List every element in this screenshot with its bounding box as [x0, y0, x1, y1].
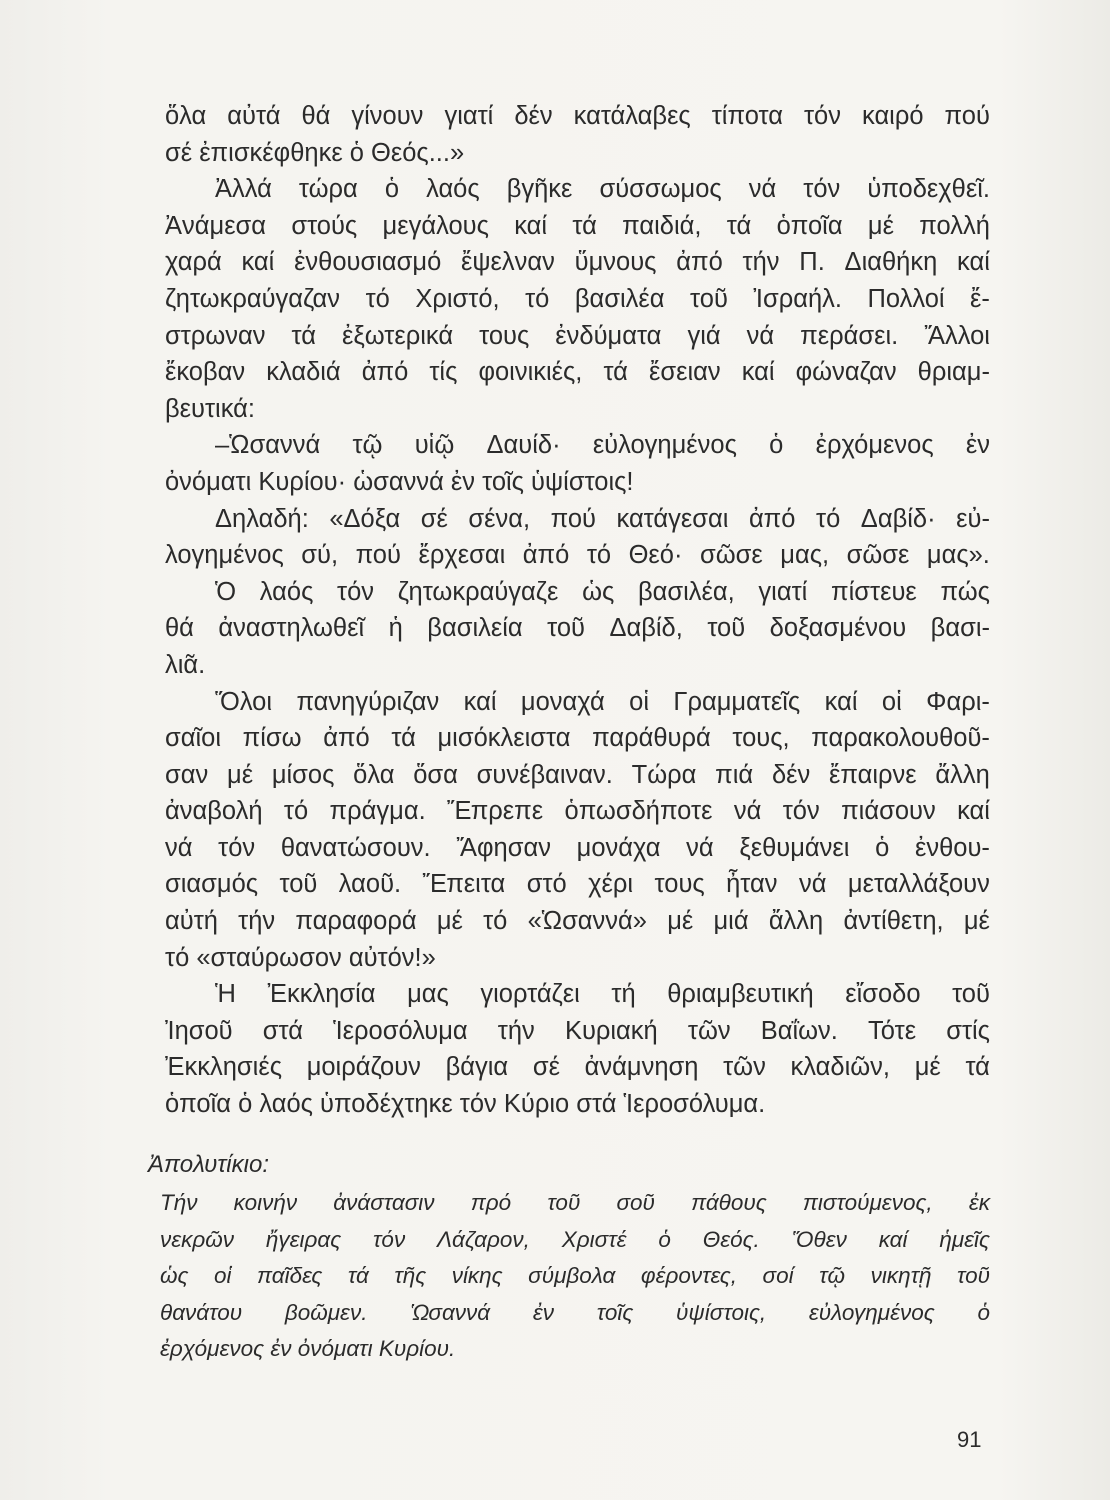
- word: κλαδιῶν,: [790, 1053, 890, 1082]
- word: Ἔπειτα: [422, 870, 506, 899]
- word: Τήν: [160, 1190, 198, 1215]
- word: σοῦ: [616, 1190, 655, 1215]
- word: πώς: [940, 577, 990, 606]
- word: καί: [463, 687, 497, 716]
- word: Τότε: [868, 1016, 917, 1045]
- word: καί: [878, 1226, 908, 1252]
- word: δοξασμένου: [769, 614, 907, 643]
- word: τό: [525, 284, 550, 313]
- word: κατάλαβες: [573, 102, 691, 130]
- word: τόν: [337, 577, 375, 606]
- word: Ὅλοι: [215, 687, 273, 716]
- word: οἱ: [213, 1263, 232, 1289]
- word: Λάζαρον,: [437, 1226, 530, 1252]
- word: ζητωκραύγαζε: [397, 577, 559, 606]
- word: τό: [365, 284, 390, 313]
- text-line: [165, 793, 990, 830]
- word: δέν: [771, 760, 811, 789]
- paragraph: [165, 976, 990, 1122]
- word: Χριστό,: [415, 284, 500, 313]
- word: σαν: [165, 760, 209, 789]
- word: ἐν: [965, 431, 990, 460]
- word: ἔπαιρνε: [829, 760, 917, 789]
- text-line: ὀνόματι Κυρίου· ὡσαννά ἐν τοῖς ὑψίστοις!: [165, 467, 634, 496]
- word: βγῆκε: [506, 175, 573, 204]
- word: τοῦ: [690, 284, 728, 313]
- word: ὁποῖα: [776, 211, 843, 240]
- word: Διαθήκη: [844, 248, 938, 277]
- word: ὁ: [769, 431, 784, 460]
- hymn-line: ἐρχόμενος ἐν ὀνόματι Κυρίου.: [160, 1336, 456, 1362]
- word: γίνουν: [351, 102, 424, 130]
- word: εὐλογημένος: [592, 431, 737, 460]
- word: σαῖοι: [165, 724, 221, 753]
- hymn-line: [160, 1185, 990, 1222]
- word: μας,: [780, 541, 830, 570]
- word: πίσω: [242, 724, 302, 753]
- word: θανάτου: [160, 1299, 243, 1325]
- text-line: [165, 427, 990, 464]
- word: καί: [824, 687, 858, 716]
- word: βοῶμεν.: [284, 1299, 368, 1325]
- word: σέ: [532, 1053, 560, 1082]
- word: ἔσειαν: [649, 358, 721, 387]
- word: Δηλαδή:: [215, 504, 309, 533]
- word: ἀντίθετη,: [843, 907, 944, 936]
- paragraph: [165, 684, 990, 977]
- word: τίς: [429, 358, 458, 387]
- text-line: [165, 354, 990, 391]
- word: πιστούμενος,: [802, 1190, 933, 1215]
- text-line: [165, 610, 990, 647]
- word: θανατώσουν.: [280, 833, 431, 862]
- word: μίσος: [271, 760, 335, 789]
- word: ἄλλη: [935, 760, 990, 789]
- word: νεκρῶν: [160, 1226, 235, 1252]
- word: καί: [741, 358, 775, 387]
- word: γιατί: [444, 102, 494, 130]
- word: ἐρχόμενος: [815, 431, 934, 460]
- text-line: [165, 98, 990, 135]
- word: εὐλογημένος: [808, 1299, 935, 1325]
- word: σένα,: [468, 504, 531, 533]
- word: τοῦ: [952, 980, 990, 1009]
- word: τῆς: [394, 1263, 427, 1289]
- word: τους: [479, 321, 530, 350]
- hymn-line: [160, 1295, 990, 1332]
- word: πανηγύριζαν: [296, 687, 440, 716]
- word: τό: [586, 541, 612, 570]
- word: παιδιά,: [622, 211, 702, 240]
- word: τόν: [373, 1226, 406, 1252]
- word: Χριστέ: [561, 1226, 627, 1252]
- word: νά: [165, 833, 193, 862]
- word: ὑψίστοις,: [676, 1299, 767, 1325]
- text-line: [165, 318, 990, 355]
- word: σύμβολα: [528, 1263, 616, 1289]
- word: καί: [957, 248, 990, 277]
- word: σῶσε: [700, 541, 763, 570]
- word: αὐτά: [227, 102, 281, 130]
- word: ὁπωσδήποτε: [564, 797, 713, 826]
- hymn-line: [160, 1222, 990, 1259]
- text-line: [165, 1013, 990, 1050]
- word: παραφορά: [295, 907, 417, 936]
- word: σῶσε: [846, 541, 910, 570]
- word: Ἔπρεπε: [447, 797, 544, 826]
- word: λαός: [426, 175, 480, 204]
- word: στίς: [946, 1016, 990, 1045]
- word: γιατί: [758, 577, 808, 606]
- word: νά: [748, 175, 777, 204]
- word: ἤγειρας: [265, 1226, 342, 1252]
- word: ἄλλη: [768, 907, 824, 936]
- word: τοῦ: [279, 870, 318, 899]
- word: Ἀνάμεσα: [165, 211, 267, 240]
- word: αὐτή: [165, 907, 218, 936]
- word: ὑποδεχθεῖ.: [867, 175, 990, 204]
- word: ἐνδύματα: [555, 321, 662, 350]
- word: τῶν: [723, 1053, 766, 1082]
- word: μιά: [713, 907, 749, 936]
- word: τά: [291, 321, 316, 350]
- word: ἦταν: [726, 870, 778, 899]
- word: παῖδες: [257, 1263, 323, 1289]
- word: Ἱεροσόλυμα: [333, 1016, 468, 1045]
- word: μας: [407, 980, 449, 1009]
- word: –Ὡσαννά: [215, 431, 321, 460]
- word: στό: [526, 870, 567, 899]
- word: Πολλοί: [867, 284, 945, 313]
- text-line: λιᾶ.: [165, 650, 206, 679]
- word: βασιλεία: [427, 614, 523, 643]
- word: ὁ: [977, 1299, 990, 1325]
- word: κατάγεσαι: [616, 504, 729, 533]
- word: ὕμνους: [574, 248, 657, 277]
- word: Θεό·: [628, 541, 683, 570]
- word: τοῦ: [707, 614, 746, 643]
- text-line: [165, 537, 990, 574]
- word: τώρα: [298, 175, 358, 204]
- word: Ἡ: [215, 980, 236, 1009]
- word: σύσσωμος: [599, 175, 722, 204]
- word: τά: [965, 1053, 990, 1082]
- word: ἐνθουσιασμό: [294, 248, 442, 277]
- word: ἀναστηλωθεῖ: [218, 614, 365, 643]
- word: ἀπό: [323, 724, 370, 753]
- hymn-line: [160, 1258, 990, 1295]
- word: ἔ-: [970, 284, 990, 313]
- word: πού: [550, 504, 596, 533]
- word: τά: [391, 724, 416, 753]
- word: Δαβίδ·: [860, 504, 936, 533]
- word: πολλή: [919, 211, 990, 240]
- text-line: [165, 720, 990, 757]
- apolytikion-text: [148, 1185, 990, 1368]
- word: νά: [798, 870, 827, 899]
- word: ὅλα: [353, 760, 395, 789]
- word: ἀπό: [748, 504, 796, 533]
- word: πιάσουν: [841, 797, 936, 826]
- word: Φαρι-: [926, 687, 990, 716]
- word: ἀπό: [522, 541, 570, 570]
- word: λαοῦ.: [338, 870, 402, 899]
- word: ἔψελναν: [461, 248, 555, 277]
- word: τή: [611, 980, 636, 1009]
- text-line: τό «σταύρωσον αὐτόν!»: [165, 943, 436, 972]
- word: τά: [347, 1263, 369, 1289]
- word: οἱ: [629, 687, 649, 716]
- word: τό: [283, 797, 309, 826]
- word: τό: [816, 504, 841, 533]
- word: ἐνθου-: [914, 833, 990, 862]
- word: μέ: [227, 760, 254, 789]
- word: τῷ: [819, 1263, 846, 1289]
- word: Ἰησοῦ: [165, 1016, 233, 1045]
- word: μέ: [914, 1053, 941, 1082]
- word: χαρά: [165, 248, 222, 277]
- word: τοῦ: [957, 1263, 990, 1289]
- word: πράγμα.: [329, 797, 426, 826]
- text-line: ὁποῖα ὁ λαός ὑποδέχτηκε τόν Κύριο στά Ἱεροσόλυμα.: [165, 1090, 766, 1119]
- word: Π.: [799, 248, 825, 277]
- word: ξεθυμάνει: [739, 833, 850, 862]
- text-line: [165, 244, 990, 281]
- apolytikion-title: Ἀπολυτίκιο:: [148, 1151, 269, 1178]
- word: μέ: [667, 907, 694, 936]
- word: ὁ: [384, 175, 400, 204]
- word: εἴσοδο: [845, 980, 921, 1009]
- word: μας».: [926, 541, 990, 570]
- word: Δαβίδ,: [609, 614, 683, 643]
- word: ἀναβολή: [165, 797, 263, 826]
- word: νά: [686, 833, 714, 862]
- word: Ὡσαννά: [410, 1299, 491, 1325]
- word: δέν: [514, 102, 553, 130]
- word: τό: [483, 907, 508, 936]
- paragraph: [165, 427, 990, 500]
- text-line: [165, 281, 990, 318]
- text-line: [165, 1049, 990, 1086]
- text-line: [165, 501, 990, 538]
- word: παράθυρά: [592, 724, 711, 753]
- word: σέ: [420, 504, 448, 533]
- word: μοναχά: [520, 687, 605, 716]
- word: φώναζαν: [795, 358, 897, 387]
- word: ἔρχεσαι: [418, 541, 506, 570]
- word: Ἰσραήλ.: [753, 284, 842, 313]
- word: στρωναν: [165, 321, 266, 350]
- word: Ἐκκλησία: [267, 980, 376, 1009]
- word: καί: [241, 248, 275, 277]
- word: πού: [944, 102, 990, 130]
- text-line: [165, 976, 990, 1013]
- word: θά: [301, 102, 331, 130]
- word: τόν: [218, 833, 256, 862]
- word: ἐξωτερικά: [341, 321, 454, 350]
- word: καί: [957, 797, 990, 826]
- word: Τώρα: [631, 760, 697, 789]
- word: Θεός.: [702, 1226, 760, 1252]
- word: βασιλέα,: [637, 577, 735, 606]
- word: τήν: [497, 1016, 535, 1045]
- word: μέ: [963, 907, 990, 936]
- apolytikion-block: [148, 1145, 990, 1368]
- word: τήν: [238, 907, 276, 936]
- word: ὅσα: [413, 760, 458, 789]
- word: Βαΐων.: [760, 1016, 838, 1045]
- paragraph: [165, 171, 990, 427]
- word: μέ: [867, 211, 894, 240]
- word: Κυριακή: [564, 1016, 658, 1045]
- word: ζητωκραύγαζαν: [165, 284, 341, 313]
- text-line: βευτικά:: [165, 394, 255, 423]
- text-line: [165, 574, 990, 611]
- word: χέρι: [588, 870, 634, 899]
- word: τῷ: [352, 431, 383, 460]
- word: πιά: [715, 760, 754, 789]
- paragraph: [165, 574, 990, 684]
- word: στούς: [291, 211, 358, 240]
- word: μέ: [436, 907, 463, 936]
- word: μονάχα: [576, 833, 661, 862]
- text-line: [165, 866, 990, 903]
- word: βασι-: [930, 614, 990, 643]
- word: Ἀλλά: [215, 175, 272, 204]
- word: καιρό: [862, 102, 924, 130]
- word: Δαυίδ·: [486, 431, 561, 460]
- word: κλαδιά: [266, 358, 341, 387]
- word: παρακολουθοῦ-: [811, 724, 990, 753]
- word: ἔκοβαν: [165, 358, 246, 387]
- word: γιορτάζει: [480, 980, 580, 1009]
- text-line: [165, 208, 990, 245]
- text-line: [165, 684, 990, 721]
- main-text: [165, 98, 990, 1123]
- word: καί: [514, 211, 548, 240]
- word: τόν: [803, 175, 841, 204]
- word: οἱ: [881, 687, 902, 716]
- word: ἀπό: [676, 248, 723, 277]
- word: Ἄφησαν: [456, 833, 551, 862]
- word: ὡς: [582, 577, 615, 606]
- word: ἀπό: [361, 358, 409, 387]
- word: ὁ: [875, 833, 890, 862]
- text-line: [165, 830, 990, 867]
- page-number: 91: [957, 1427, 982, 1452]
- word: νικητῇ: [870, 1263, 932, 1289]
- word: τά: [726, 211, 752, 240]
- word: τους: [654, 870, 705, 899]
- text-line: [165, 903, 990, 940]
- word: σιασμός: [165, 870, 259, 899]
- word: βασιλέα: [574, 284, 665, 313]
- text-line: [165, 171, 990, 208]
- word: μεταλλάξουν: [847, 870, 990, 899]
- word: θά: [165, 614, 194, 643]
- word: ὅλα: [165, 102, 207, 130]
- word: τοῦ: [547, 1190, 581, 1215]
- word: μισόκλειστα: [437, 724, 571, 753]
- paragraph: [165, 98, 990, 171]
- word: νά: [733, 797, 762, 826]
- word: ἐκ: [968, 1190, 990, 1215]
- word: σοί: [762, 1263, 794, 1289]
- word: μεγάλους: [382, 211, 489, 240]
- word: θριαμ-: [917, 358, 990, 387]
- word: ὡς: [160, 1263, 189, 1289]
- word: βάγια: [445, 1053, 509, 1082]
- word: γιά: [687, 321, 721, 350]
- word: τόν: [803, 102, 841, 130]
- word: φοινικιές,: [478, 358, 583, 387]
- word: θριαμβευτική: [667, 980, 814, 1009]
- word: εὐ-: [956, 504, 990, 533]
- word: πάθους: [691, 1190, 767, 1215]
- word: νά: [746, 321, 775, 350]
- word: τά: [603, 358, 628, 387]
- word: νίκης: [451, 1263, 503, 1289]
- word: τους,: [732, 724, 790, 753]
- word: ἀνάστασιν: [333, 1190, 435, 1215]
- word: πού: [355, 541, 401, 570]
- word: λογημένος: [165, 541, 284, 570]
- text-line: [165, 757, 990, 794]
- word: ἐν: [532, 1299, 555, 1325]
- word: συνέβαιναν.: [476, 760, 613, 789]
- text-line: σέ ἐπισκέφθηκε ὁ Θεός...»: [165, 138, 465, 167]
- word: σύ,: [301, 541, 339, 570]
- word: πρό: [470, 1190, 512, 1215]
- word: υἱῷ: [414, 431, 455, 460]
- word: Ἐκκλησιές: [165, 1053, 282, 1082]
- word: πίστευε: [831, 577, 917, 606]
- word: περάσει.: [800, 321, 899, 350]
- word: τόν: [782, 797, 820, 826]
- word: ἀνάμνηση: [584, 1053, 699, 1082]
- word: Ὁ: [215, 577, 237, 606]
- word: μοιράζουν: [306, 1053, 421, 1082]
- word: Γραμματεῖς: [673, 687, 801, 716]
- word: τοῖς: [596, 1299, 634, 1325]
- word: ὁ: [658, 1226, 671, 1252]
- paragraph: [165, 501, 990, 574]
- word: τήν: [742, 248, 780, 277]
- word: φέροντες,: [640, 1263, 737, 1289]
- word: ἡ: [388, 614, 403, 643]
- word: ἡμεῖς: [939, 1226, 990, 1252]
- word: τῶν: [687, 1016, 731, 1045]
- word: «Ὡσαννά»: [527, 907, 647, 936]
- word: τίποτα: [711, 102, 783, 130]
- word: κοινήν: [233, 1190, 298, 1215]
- word: τά: [572, 211, 597, 240]
- word: Ὅθεν: [791, 1226, 847, 1252]
- word: «Δόξα: [329, 504, 401, 533]
- word: τοῦ: [547, 614, 585, 643]
- word: στά: [262, 1016, 303, 1045]
- word: Ἄλλοι: [924, 321, 990, 350]
- word: λαός: [259, 577, 314, 606]
